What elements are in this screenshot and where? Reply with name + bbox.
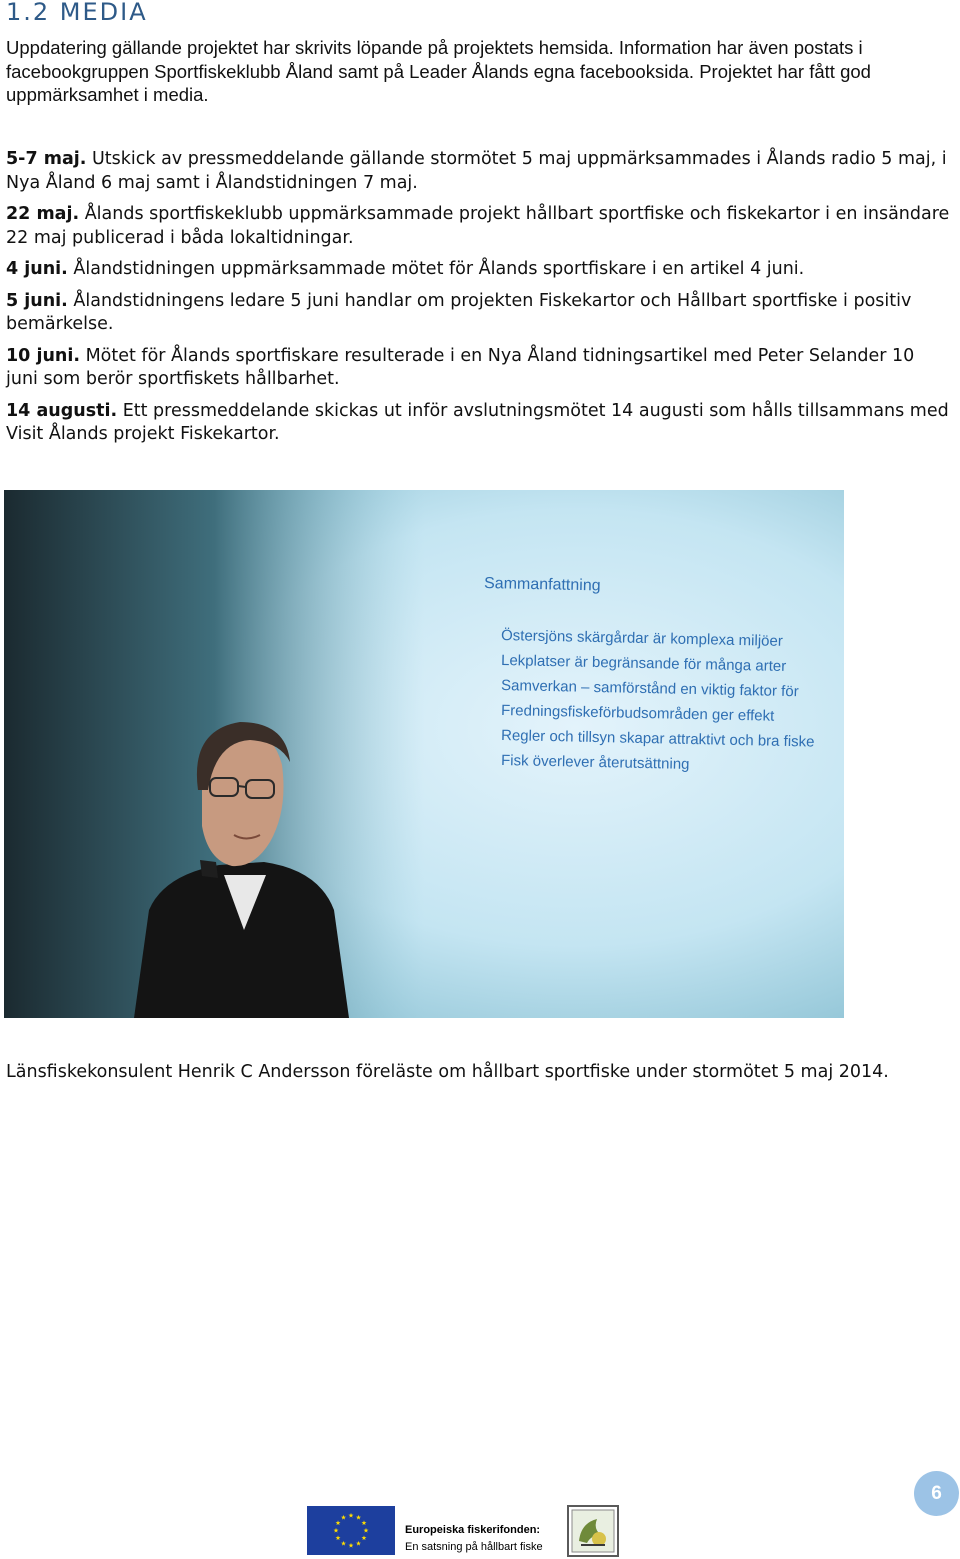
fund-subtitle: En satsning på hållbart fiske [405,1541,543,1553]
slide-bullet: Regler och tillsyn skapar attraktivt och bra fiske [500,727,815,751]
leader-logo-icon [567,1505,619,1557]
entry-date: 5-7 maj. [6,149,87,169]
media-entry [6,290,951,337]
slide-bullet: Fredningsfiskeförbudsområden ger effekt [500,702,775,725]
screen-shadow [4,490,844,1018]
entry-text: Ett pressmeddelande skickas ut inför avslutningsmötet 14 augusti som hålls tillsammans med Visit Ålands projekt Fiskekartor. [6,400,949,444]
entry-date: 14 augusti. [6,400,118,421]
entry-text: Ålandstidningens ledare 5 juni handlar om projekten Fiskekartor och Hållbart sportfiske i positiv bemärkelse. [6,290,912,334]
page-number-badge: 6 [914,1471,959,1516]
lecture-photo [4,490,844,1018]
slide-bullet: Samverkan – samförstånd en viktig faktor för [500,677,799,701]
entry-text: Ålandstidningen uppmärksammade mötet för Ålands sportfiskare i en artikel 4 juni. [67,259,805,279]
slide-title: Sammanfattning [483,575,601,595]
entry-date: 22 maj. [6,204,80,224]
media-entry [6,400,951,447]
media-entry [6,148,951,195]
entry-text: Utskick av pressmeddelande gällande stormötet 5 maj uppmärksammades i Ålands radio 5 maj, i Nya Åland 6 maj samt i Ålandstidningen 7 maj. [6,149,947,193]
slide-bullet: Fisk överlever återutsättning [500,752,690,773]
eu-flag-icon [307,1506,395,1555]
slide-bullet: Östersjöns skärgårdar är komplexa miljöer [500,627,783,650]
section-heading: 1.2 MEDIA [6,0,148,26]
photo-caption: Länsfiskekonsulent Henrik C Andersson föreläste om hållbart sportfiske under stormötet 5 maj 2014. [6,1062,889,1082]
entry-text: Mötet för Ålands sportfiskare resulterade i en Nya Åland tidningsartikel med Peter Selander 10 juni som berör sportfiskets hållbarhet. [6,345,915,389]
entry-date: 4 juni. [6,259,68,279]
fund-title: Europeiska fiskerifonden: [405,1524,541,1536]
media-entry [6,203,951,250]
entry-text: Ålands sportfiskeklubb uppmärksammade projekt hållbart sportfiske och fiskekartor i en insändare 22 maj publicerad i båda lokaltidningar. [6,204,950,248]
entry-date: 5 juni. [6,290,68,311]
media-entries [6,148,951,447]
media-entry [6,258,951,282]
media-entry [6,345,951,392]
intro-paragraph: Uppdatering gällande projektet har skrivits löpande på projektets hemsida. Information har även postats i facebookgruppen Sportfiskeklubb Åland samt på Leader Ålands egna facebooksida. Projektet har fått god uppmärksamhet i media. [6,37,871,105]
entry-date: 10 juni. [6,345,81,366]
footer-fund-text [405,1522,565,1556]
slide-bullet: Lekplatser är begränsande för många arter [500,652,787,675]
